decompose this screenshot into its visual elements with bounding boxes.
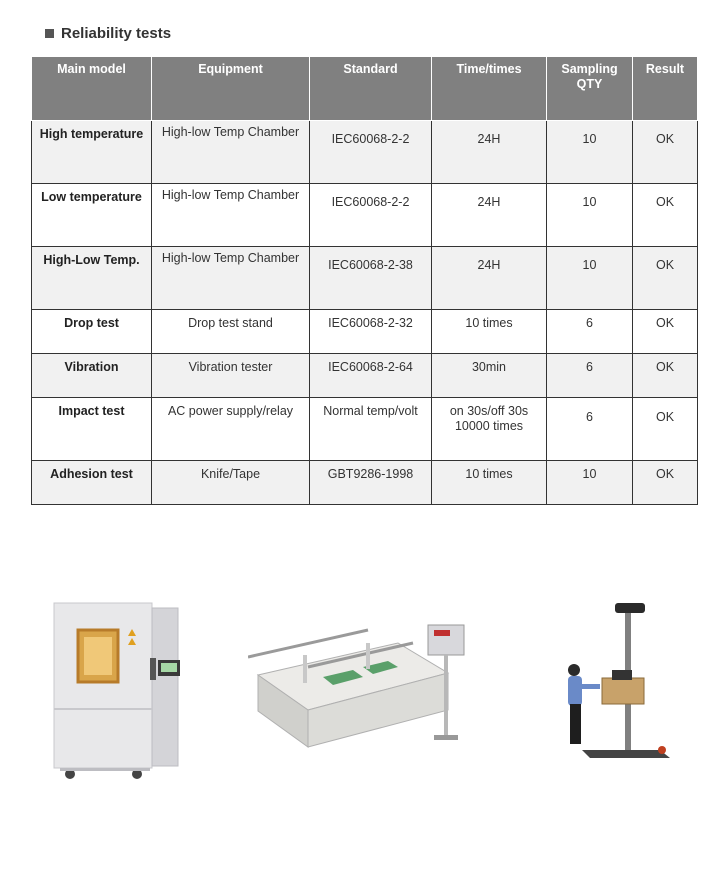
header-result: Result [633, 57, 698, 121]
cell-standard: IEC60068-2-2 [310, 184, 432, 247]
cell-model: High-Low Temp. [32, 247, 152, 310]
cell-time: 10 times [432, 310, 547, 354]
header-standard: Standard [310, 57, 432, 121]
table-row [32, 398, 698, 461]
table-row [32, 121, 698, 184]
cell-result: OK [633, 121, 698, 184]
cell-equipment: Vibration tester [152, 354, 310, 398]
cell-standard: IEC60068-2-2 [310, 121, 432, 184]
cell-standard: IEC60068-2-38 [310, 247, 432, 310]
cell-qty: 6 [547, 310, 633, 354]
header-main-model: Main model [32, 57, 152, 121]
cell-time: 24H [432, 184, 547, 247]
cell-model: Drop test [32, 310, 152, 354]
equipment-photos [0, 590, 713, 790]
cell-equipment: High-low Temp Chamber [152, 184, 310, 247]
cell-equipment: AC power supply/relay [152, 398, 310, 461]
cell-time: 24H [432, 121, 547, 184]
cell-qty: 10 [547, 247, 633, 310]
cell-standard: GBT9286-1998 [310, 461, 432, 505]
drop-tester-photo-icon [560, 600, 675, 760]
cell-equipment: High-low Temp Chamber [152, 247, 310, 310]
cell-result: OK [633, 398, 698, 461]
cell-qty: 10 [547, 461, 633, 505]
table-row [32, 184, 698, 247]
cell-qty: 10 [547, 121, 633, 184]
section-title-text: Reliability tests [61, 25, 172, 42]
cell-time: 30min [432, 354, 547, 398]
cell-time: 24H [432, 247, 547, 310]
cell-result: OK [633, 461, 698, 505]
cell-model: Low temperature [32, 184, 152, 247]
cell-qty: 10 [547, 184, 633, 247]
reliability-table [31, 56, 698, 505]
cell-standard: IEC60068-2-64 [310, 354, 432, 398]
cell-time: 10 times [432, 461, 547, 505]
cell-result: OK [633, 310, 698, 354]
cell-equipment: Drop test stand [152, 310, 310, 354]
square-bullet-icon [45, 29, 54, 38]
cell-standard: Normal temp/volt [310, 398, 432, 461]
cell-result: OK [633, 247, 698, 310]
temp-chamber-photo-icon [50, 600, 185, 785]
table-header-row [32, 57, 698, 121]
header-time: Time/times [432, 57, 547, 121]
header-sampling-qty-text: Sampling QTY [561, 62, 618, 91]
cell-qty: 6 [547, 398, 633, 461]
cell-model: Adhesion test [32, 461, 152, 505]
header-equipment: Equipment [152, 57, 310, 121]
cell-model: High temperature [32, 121, 152, 184]
vibration-table-photo-icon [248, 615, 473, 755]
section-title [45, 25, 171, 42]
cell-equipment: High-low Temp Chamber [152, 121, 310, 184]
cell-result: OK [633, 184, 698, 247]
cell-model: Vibration [32, 354, 152, 398]
cell-qty: 6 [547, 354, 633, 398]
table-row [32, 310, 698, 354]
cell-equipment: Knife/Tape [152, 461, 310, 505]
table-row [32, 461, 698, 505]
cell-standard: IEC60068-2-32 [310, 310, 432, 354]
header-sampling-qty [547, 57, 633, 121]
cell-model: Impact test [32, 398, 152, 461]
table-row [32, 247, 698, 310]
table-row [32, 354, 698, 398]
cell-result: OK [633, 354, 698, 398]
cell-time: on 30s/off 30s 10000 times [432, 398, 547, 461]
